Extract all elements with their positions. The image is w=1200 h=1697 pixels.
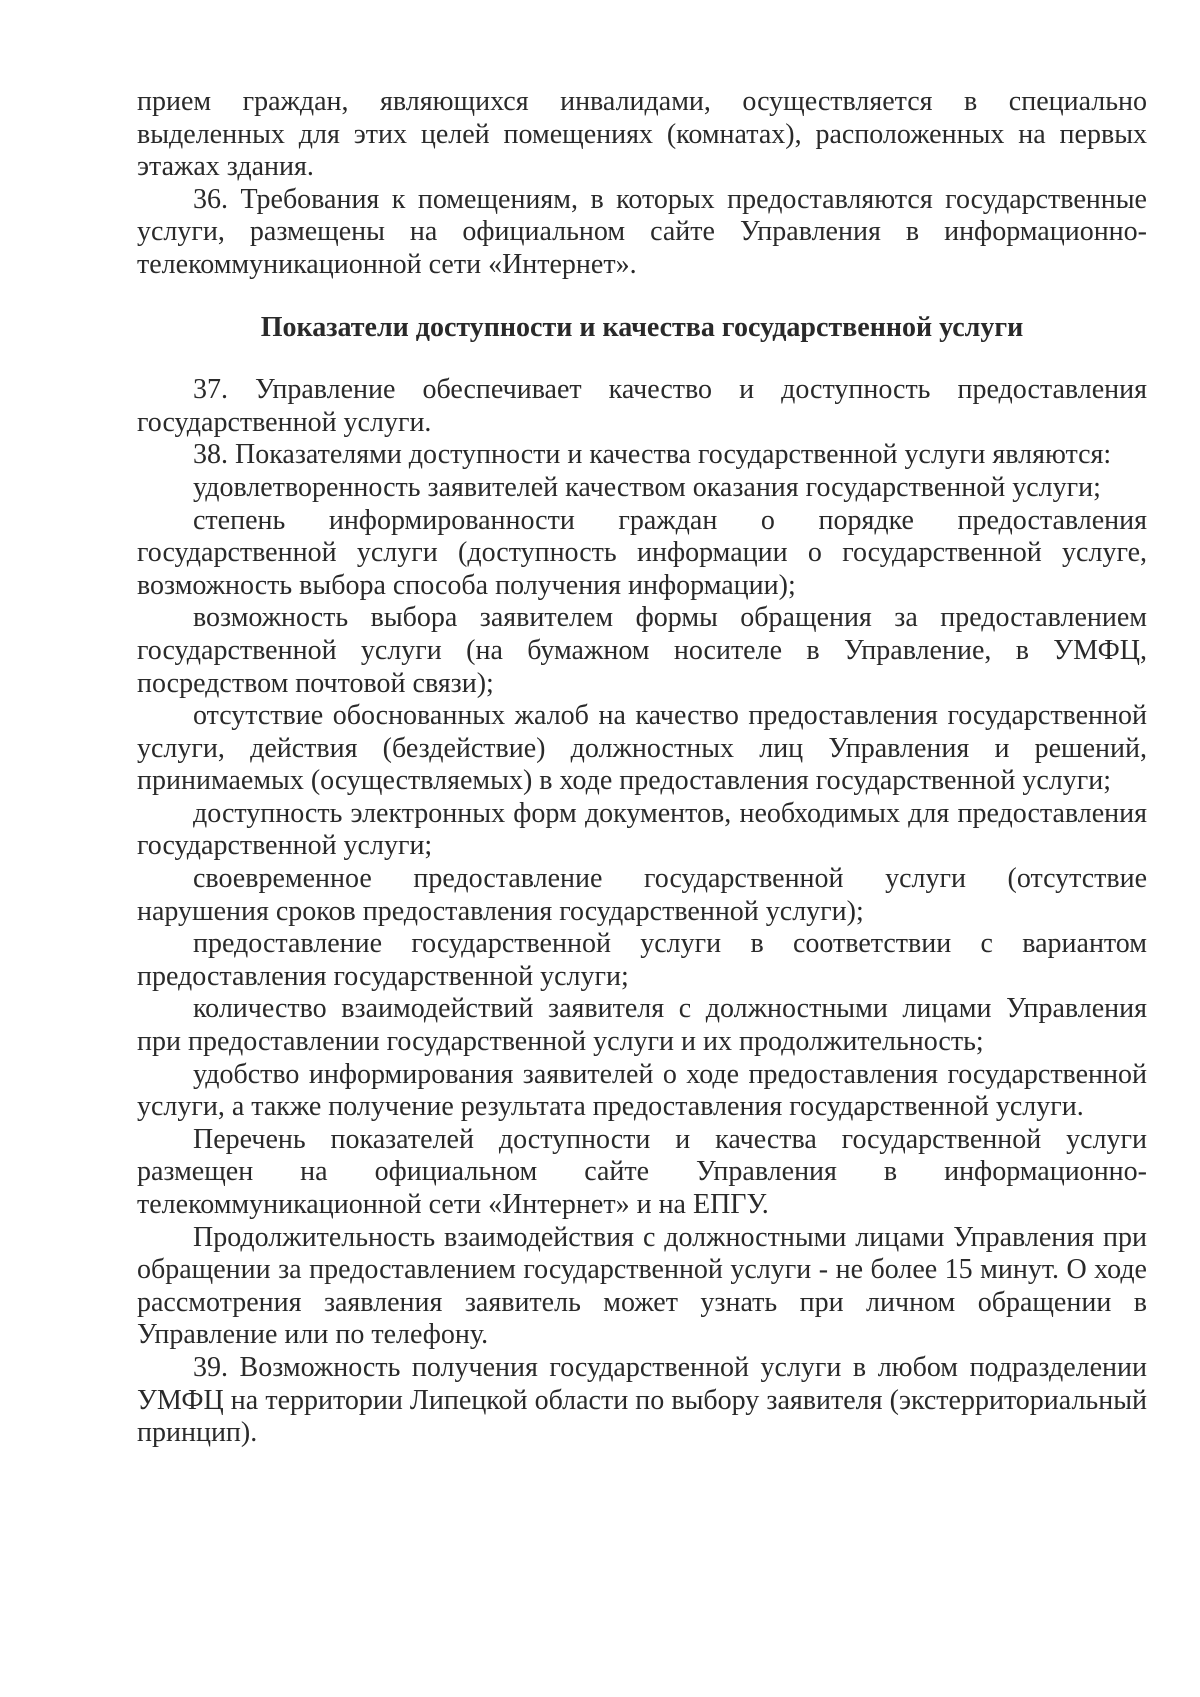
indicator-awareness: степень информированности граждан о порядке предоставления государственной услуги (доступность информации о государственной услуге, возможность выбора способа получения информации); (137, 504, 1147, 601)
document-page (137, 86, 1147, 1450)
indicator-interactions: количество взаимодействий заявителя с должностными лицами Управления при предоставлении государственной услуги и их продолжительность; (137, 993, 1147, 1058)
paragraph-38: 38. Показателями доступности и качества государственной услуги являются: (193, 439, 1112, 471)
paragraph-indicator-list: Перечень показателей доступности и качества государственной услуги размещен на официальном сайте Управления в информационно-телекоммуникационной сети «Интернет» и на ЕПГУ. (137, 1123, 1147, 1220)
indicator-no-complaints: отсутствие обоснованных жалоб на качество предоставления государственной услуги, действия (бездействие) должностных лиц Управления и решений, принимаемых (осуществляемых) в ходе предоставления государственной услуги; (137, 700, 1147, 797)
paragraph-39: 39. Возможность получения государственной услуги в любом подразделении УМФЦ на территории Липецкой области по выбору заявителя (экстерриториальный принцип). (137, 1351, 1147, 1449)
indicator-timeliness: своевременное предоставление государственной услуги (отсутствие нарушения сроков предоставления государственной услуги); (137, 863, 1147, 927)
paragraph-37: 37. Управление обеспечивает качество и доступность предоставления государственной услуги. (137, 374, 1147, 438)
paragraph-duration: Продолжительность взаимодействия с должностными лицами Управления при обращении за предоставлением государственной услуги - не более 15 минут. О ходе рассмотрения заявления заявитель может узнать при личном обращении в Управление или по телефону. (137, 1221, 1147, 1351)
indicator-request-form: возможность выбора заявителем формы обращения за предоставлением государственной услуги (на бумажном носителе в Управление, в УМФЦ, посредством почтовой связи); (137, 602, 1147, 699)
paragraph-36: 36. Требования к помещениям, в которых предоставляются государственные услуги, размещены на официальном сайте Управления в информационно-телекоммуникационной сети «Интернет». (137, 183, 1147, 280)
indicator-convenience: удобство информирования заявителей о ходе предоставления государственной услуги, а также получение результата предоставления государственной услуги. (137, 1058, 1147, 1123)
paragraph-reception-disabled: прием граждан, являющихся инвалидами, осуществляется в специально выделенных для этих целей помещениях (комнатах), расположенных на первых этажах здания. (137, 86, 1147, 183)
section-heading: Показатели доступности и качества государственной услуги (260, 311, 1024, 343)
indicator-variant: предоставление государственной услуги в соответствии с вариантом предоставления государственной услуги; (137, 928, 1147, 992)
indicator-satisfaction: удовлетворенность заявителей качеством оказания государственной услуги; (193, 471, 1101, 503)
indicator-electronic-forms: доступность электронных форм документов, необходимых для предоставления государственной услуги; (137, 797, 1147, 862)
